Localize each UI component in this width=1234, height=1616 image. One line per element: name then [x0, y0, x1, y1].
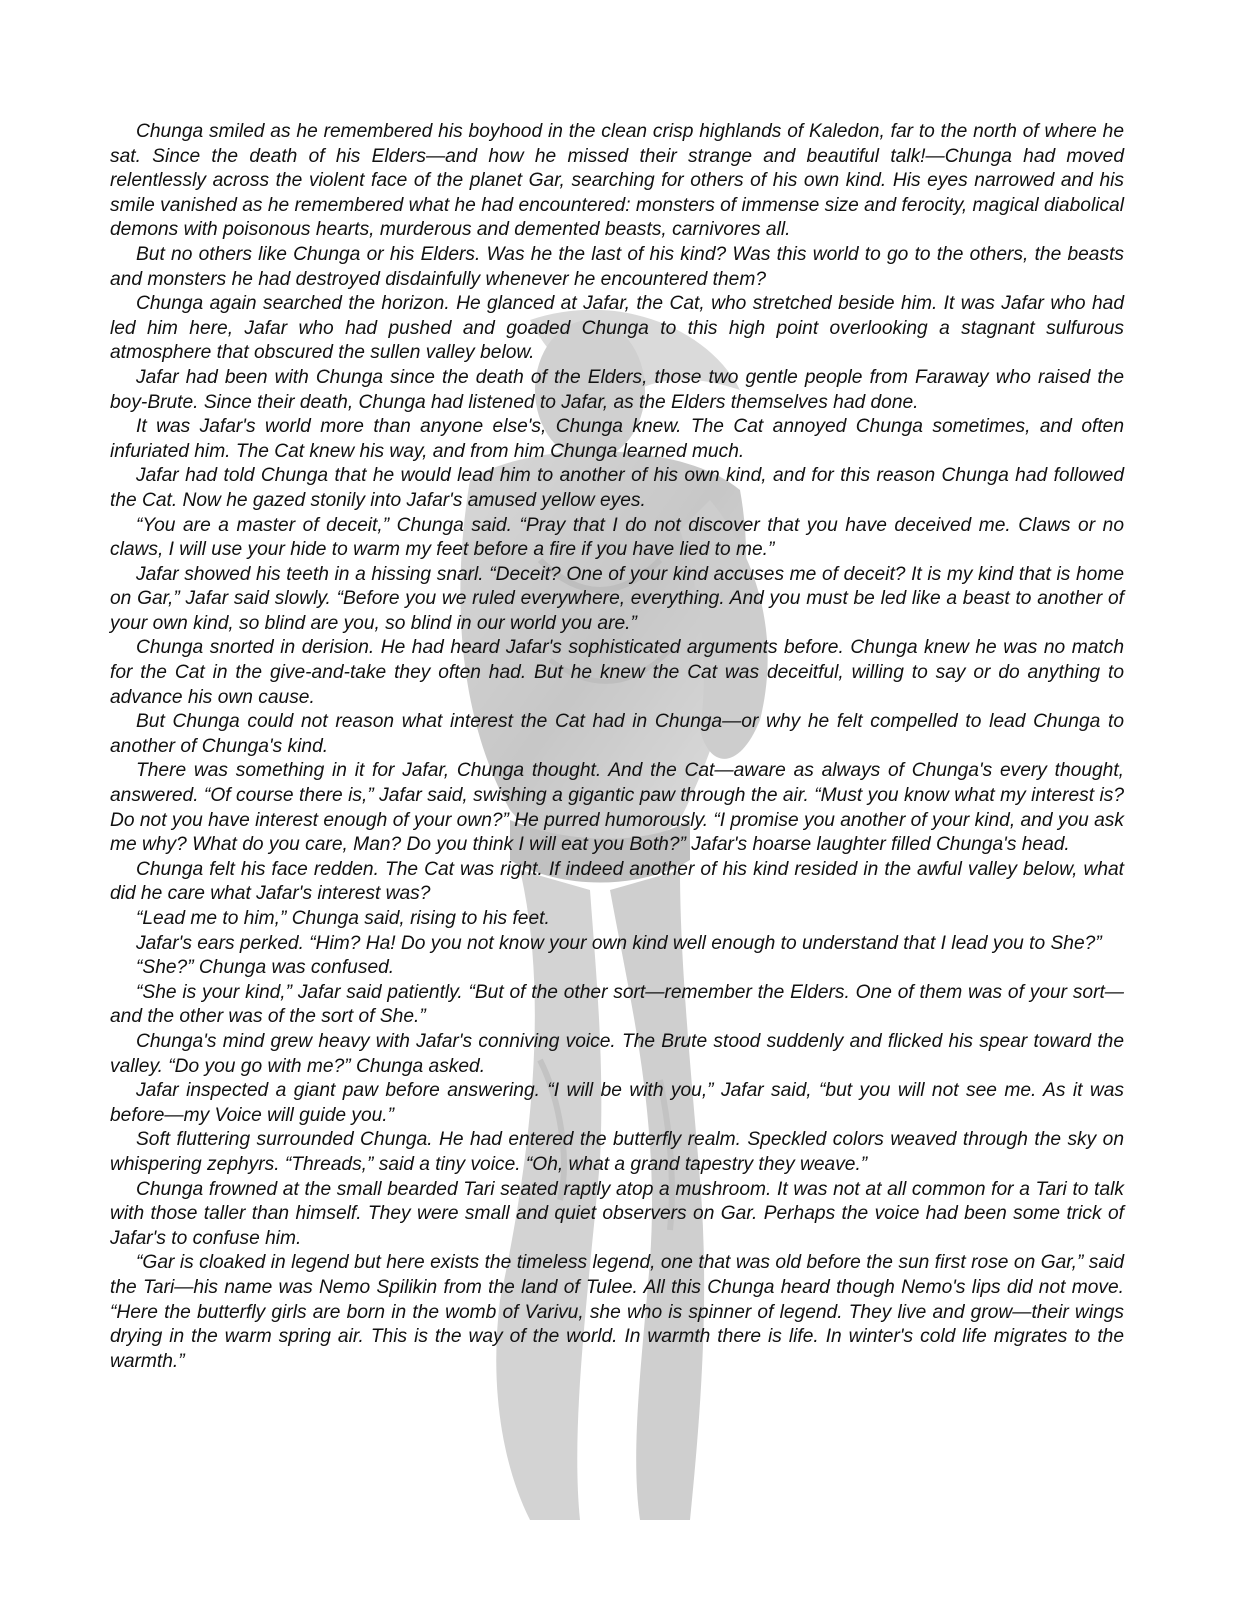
paragraph: “You are a master of deceit,” Chunga said. “Pray that I do not discover that you have deceived me. Claws or no claws, I will use your hide to warm my feet before a fire if you have lied to me.” [110, 514, 1124, 561]
paragraph: Chunga frowned at the small bearded Tari seated raptly atop a mushroom. It was not at all common for a Tari to talk with those taller than himself. They were small and quiet observers on Gar. Perhaps the voice had been some trick of Jafar's to confuse him. [110, 1178, 1124, 1249]
paragraph: There was something in it for Jafar, Chunga thought. And the Cat—aware as always of Chunga's every thought, answered. “Of course there is,” Jafar said, swishing a gigantic paw through the air. “Must you know what my interest is? Do not you have interest enough of your own?” He purred humorously. “I promise you another of your kind, and you ask me why? What do you care, Man? Do you think I will eat you Both?” Jafar's hoarse laughter filled Chunga's head. [110, 760, 1124, 856]
paragraph: “She is your kind,” Jafar said patiently. “But of the other sort—remember the Elders. One of them was of your sort—and the other was of the sort of She.” [110, 981, 1124, 1028]
paragraph: It was Jafar's world more than anyone else's, Chunga knew. The Cat annoyed Chunga sometimes, and often infuriated him. The Cat knew his way, and from him Chunga learned much. [110, 416, 1124, 462]
paragraph: Chunga's mind grew heavy with Jafar's conniving voice. The Brute stood suddenly and flicked his spear toward the valley. “Do you go with me?” Chunga asked. [110, 1030, 1124, 1077]
paragraph: “Lead me to him,” Chunga said, rising to his feet. [136, 908, 550, 929]
paragraph: Jafar showed his teeth in a hissing snarl. “Deceit? One of your kind accuses me of deceit? It is my kind that is home on Gar,” Jafar said slowly. “Before you we ruled everywhere, everything. And you must be led like a beast to another of your own kind, so blind are you, so blind in our world you are.” [110, 563, 1124, 634]
paragraph: But Chunga could not reason what interest the Cat had in Chunga—or why he felt compelled to lead Chunga to another of Chunga's kind. [110, 711, 1124, 757]
paragraph: Jafar's ears perked. “Him? Ha! Do you not know your own kind well enough to understand that I lead you to She?” [136, 932, 1102, 954]
paragraph: “Gar is cloaked in legend but here exists the timeless legend, one that was old before the sun first rose on Gar,” said the Tari—his name was Nemo Spilikin from the land of Tulee. All this Chunga heard though Nemo's lips did not move. “Here the butterfly girls are born in the womb of Varivu, she who is spinner of legend. They live and grow—their wings drying in the warm spring air. This is the way of the world. In warmth there is life. In winter's cold life migrates to the warmth.” [110, 1252, 1124, 1372]
paragraph: Jafar had been with Chunga since the death of the Elders, those two gentle people from Faraway who raised the boy-Brute. Since their death, Chunga had listened to Jafar, as the Elders themselves had done. [110, 366, 1124, 413]
paragraph: Soft fluttering surrounded Chunga. He had entered the butterfly realm. Speckled colors weaved through the sky on whispering zephyrs. “Threads,” said a tiny voice. “Oh, what a grand tapestry they weave.” [110, 1129, 1124, 1175]
paragraph: “She?” Chunga was confused. [136, 957, 395, 979]
paragraph: Jafar inspected a giant paw before answering. “I will be with you,” Jafar said, “but you will not see me. As it was before—my Voice will guide you.” [110, 1080, 1124, 1126]
paragraph: Chunga again searched the horizon. He glanced at Jafar, the Cat, who stretched beside him. It was Jafar who had led him here, Jafar who had pushed and goaded Chunga to this high point overlooking a stagnant sulfurous atmosphere that obscured the sullen valley below. [110, 293, 1124, 364]
paragraph: Chunga snorted in derision. He had heard Jafar's sophisticated arguments before. Chunga knew he was no match for the Cat in the give-and-take they often had. But he knew the Cat was deceitful, willing to say or do anything to advance his own cause. [110, 637, 1124, 708]
paragraph: Jafar had told Chunga that he would lead him to another of his own kind, and for this reason Chunga had followed the Cat. Now he gazed stonily into Jafar's amused yellow eyes. [110, 465, 1124, 511]
paragraph: But no others like Chunga or his Elders. Was he the last of his kind? Was this world to go to the others, the beasts and monsters he had destroyed disdainfully whenever he encountered them? [110, 243, 1124, 290]
paragraph: Chunga smiled as he remembered his boyhood in the clean crisp highlands of Kaledon, far to the north of where he sat. Since the death of his Elders—and how he missed their strange and beautiful talk!—Chunga had moved relentlessly across the violent face of the planet Gar, searching for others of his own kind. His eyes narrowed and his smile vanished as he remembered what he had encountered: monsters of immense size and ferocity, magical diabolical demons with poisonous hearts, murderous and demented beasts, carnivores all. [110, 121, 1124, 241]
paragraph: Chunga felt his face redden. The Cat was right. If indeed another of his kind resided in the awful valley below, what did he care what Jafar's interest was? [110, 858, 1124, 905]
story-text [110, 120, 1124, 1374]
